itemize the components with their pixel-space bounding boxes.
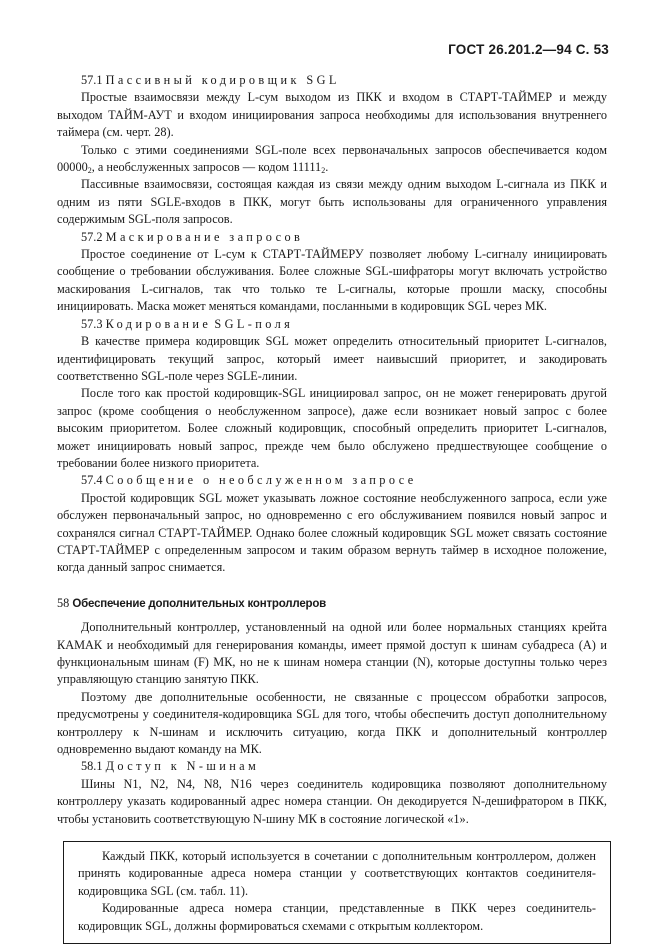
section-number: 57.3 (81, 316, 103, 331)
page-content (57, 72, 607, 944)
section-title-suffix: SGL-поля (214, 316, 294, 331)
paragraph: Простой кодировщик SGL может указывать ложное состояние необслуженного запроса, если уже обслужен первоначальный запрос, но одновременно с его обслуживанием появился новый запрос и сохранялся сигнал СТАРТ-ТАЙМЕР. Однако более сложный кодировщик SGL может связать состояние СТАРТ-ТАЙМЕР с определенным запросом и таким образом вернуть таймер в исходное положение, когда данный запрос снимается. (57, 490, 607, 575)
section-58-heading (57, 595, 607, 613)
section-57-2-heading (57, 229, 607, 246)
paragraph: Поэтому две дополнительные особенности, не связанные с процессом обработки запросов, предусмотрены у соединителя-кодировщика SGL для того, чтобы обеспечить доступ дополнительному контроллеру к N-шинам и исключить ситуацию, когда ПКК и дополнительный контроллер одновременно выдают команду на МК. (57, 689, 607, 757)
paragraph: Пассивные взаимосвязи, состоящая каждая из связи между одним выходом L-сигнала из ПКК и одним из пяти SGLE-входов в ПКК, могут быть использованы для ограниченного управления содержимым SGL-поля запросов. (57, 177, 607, 227)
page-header: ГОСТ 26.201.2—94 С. 53 (448, 42, 609, 57)
spacer (57, 577, 607, 595)
section-58-1-heading (57, 758, 607, 775)
paragraph: После того как простой кодировщик-SGL инициировал запрос, он не может генерировать другой запрос (кроме сообщения о необслуженном запросе), даже если возникает новый запрос с более высоким приоритетом. Более сложный кодировщик, способный определить приоритет L-сигналов, может инициировать новый запрос, прежде чем было обслужено предшествующее сообщение о требовании более низкого приоритета. (57, 386, 607, 470)
section-title: Пассивный кодировщик SGL (105, 73, 340, 87)
section-number: 58 (57, 595, 70, 610)
section-number: 58.1 (81, 759, 103, 774)
section-title: Сообщение о необслуженном запросе (105, 473, 417, 488)
section-number: 57.4 (81, 473, 103, 488)
section-57-3-heading (57, 316, 607, 333)
section-title: Доступ к N-шинам (105, 759, 260, 774)
section-57-1-heading (57, 72, 607, 89)
section-number: 57.2 (81, 229, 103, 244)
paragraph: Простое соединение от L-сум к СТАРТ-ТАЙМЕРУ позволяет любому L-сигналу инициировать сообщение о требовании обслуживания. Более сложные SGL-шифраторы могут включать устройство маскирования L-сигналов, так что только те L-сигналы, которые прошли маску, способны инициировать. Маска может меняться командами, посланными в кодировщик SGL через МК. (57, 247, 607, 314)
section-title: Кодирование (105, 316, 212, 331)
section-number: 57.1 (81, 73, 103, 87)
paragraph: Дополнительный контроллер, установленный на одной или более нормальных станциях крейта КАМАК и необходимый для генерирования команды, имеет прямой доступ к шинам субадреса (А) и функциональным шинам (F) МК, но не к шинам номера станции (N), которые доступны только через управляющую станцию занятую ПКК. (57, 620, 607, 687)
framed-requirement-box (63, 841, 611, 944)
paragraph: Каждый ПКК, который используется в сочетании с дополнительным контроллером, должен принять кодированные адреса номера станции у соответствующих контактов соединителя-кодировщика SGL (см. табл. 11). (78, 849, 596, 898)
paragraph: Только с этими соединениями SGL-поле всех первоначальных запросов обеспечивается кодом $00000_2$, а необслуженных запросов — кодом $11111_2$. (57, 142, 607, 176)
paragraph: Шины N1, N2, N4, N8, N16 через соединитель кодировщика позволяют дополнительному контроллеру указать кодированный адрес номера станции. Он декодируется N-дешифратором в ПКК, чтобы установить соответствующую N-шину МК в состояние логической «1». (57, 776, 607, 826)
paragraph: В качестве примера кодировщик SGL может определить относительный приоритет L-сигналов, идентифицировать текущий запрос, который имеет наивысший приоритет, и закодировать соответственно SGL-поле через SGLE-линии. (57, 334, 607, 383)
section-title: Маскирование запросов (105, 229, 304, 244)
section-title: Обеспечение дополнительных контроллеров (72, 597, 327, 610)
paragraph: Простые взаимосвязи между L-сум выходом из ПКК и входом в СТАРТ-ТАЙМЕР и между выходом ТАЙМ-АУТ и входом инициирования запроса необходимы для использования внутреннего таймера (см. черт. 28). (57, 90, 607, 140)
paragraph: Кодированные адреса номера станции, представленные в ПКК через соединитель-кодировщик SGL, должны формироваться схемами с открытым коллектором. (78, 901, 596, 933)
section-57-4-heading (57, 472, 607, 489)
